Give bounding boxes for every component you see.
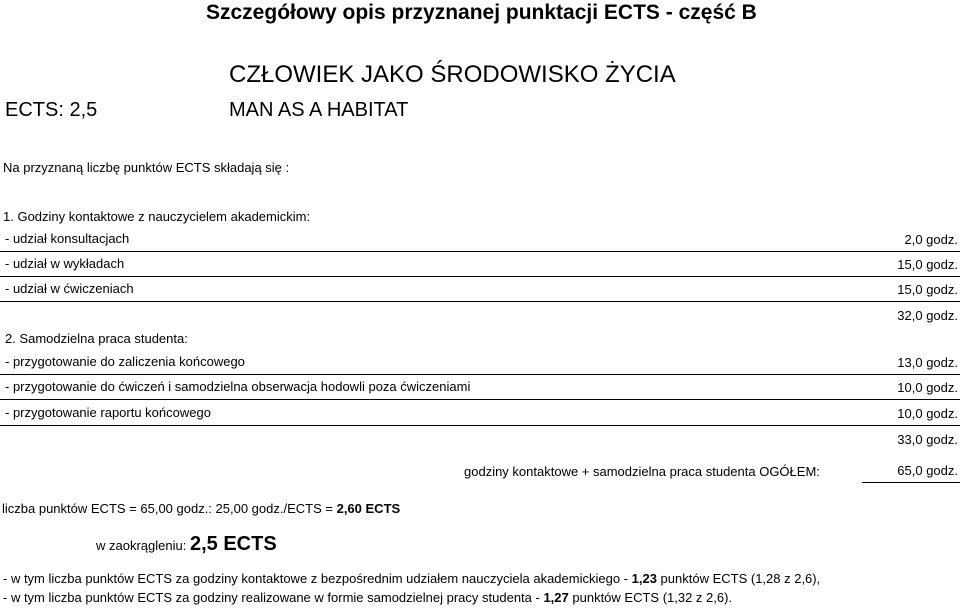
row-value: 13,0 godz. (897, 355, 958, 370)
row-value: 2,0 godz. (904, 232, 958, 247)
footnote-text: punktów ECTS (1,28 z 2,6), (656, 571, 821, 586)
page-title: Szczegółowy opis przyznanej punktacji ECTS - część B (206, 1, 757, 24)
rounding-value: 2,5 ECTS (189, 533, 277, 555)
section2-total: 33,0 godz. (897, 432, 958, 447)
row-value: 15,0 godz. (897, 282, 958, 297)
row-value: 10,0 godz. (897, 406, 958, 421)
footnote-text: - w tym liczba punktów ECTS za godziny realizowane w formie samodzielnej pracy studenta - (3, 590, 544, 605)
table-row (0, 277, 960, 302)
footnote-text: - w tym liczba punktów ECTS za godziny kontaktowe z bezpośrednim udziałem nauczyciela akademickiego - (3, 571, 632, 586)
row-value: 10,0 godz. (897, 380, 958, 395)
footnote-self-study (3, 589, 732, 607)
table-row (0, 401, 960, 426)
row-label: - przygotowanie raportu końcowego (5, 405, 211, 420)
ects-label: ECTS: 2,5 (5, 99, 98, 121)
table-row (0, 227, 960, 252)
calculation-text: liczba punktów ECTS = 65,00 godz.: 25,00 godz./ECTS = (2, 501, 337, 516)
row-label: - przygotowanie do zaliczenia końcowego (5, 354, 245, 369)
footnote-value: 1,23 (631, 571, 657, 586)
course-name-en: MAN AS A HABITAT (229, 99, 409, 121)
row-value: 15,0 godz. (897, 257, 958, 272)
footnote-text: punktów ECTS (1,32 z 2,6). (568, 590, 733, 605)
row-label: - przygotowanie do ćwiczeń i samodzielna obserwacja hodowli poza ćwiczeniami (5, 379, 471, 394)
row-label: - udział konsultacjach (5, 231, 130, 246)
ects-calculation (2, 500, 400, 518)
table-row (0, 350, 960, 375)
section2-heading: 2. Samodzielna praca studenta: (5, 331, 188, 346)
overall-value: 65,0 godz. (897, 463, 958, 478)
table-row (0, 375, 960, 400)
rounding-label: w zaokrągleniu: (96, 538, 190, 553)
section1-total: 32,0 godz. (897, 308, 958, 323)
overall-label: godziny kontaktowe + samodzielna praca studenta OGÓŁEM: (464, 464, 820, 479)
row-label: - udział w wykładach (5, 256, 125, 271)
footnote-contact (3, 570, 820, 588)
row-label: - udział w ćwiczeniach (5, 281, 134, 296)
table-row (0, 252, 960, 277)
rounding-line (96, 535, 277, 555)
section1-heading: 1. Godziny kontaktowe z nauczycielem akademickim: (3, 209, 311, 224)
intro-text: Na przyznaną liczbę punktów ECTS składają się : (3, 160, 290, 175)
footnote-value: 1,27 (543, 590, 569, 605)
overall-total-box (862, 458, 960, 483)
calculation-result: 2,60 ECTS (336, 501, 401, 516)
course-name-pl: CZŁOWIEK JAKO ŚRODOWISKO ŻYCIA (229, 61, 676, 88)
